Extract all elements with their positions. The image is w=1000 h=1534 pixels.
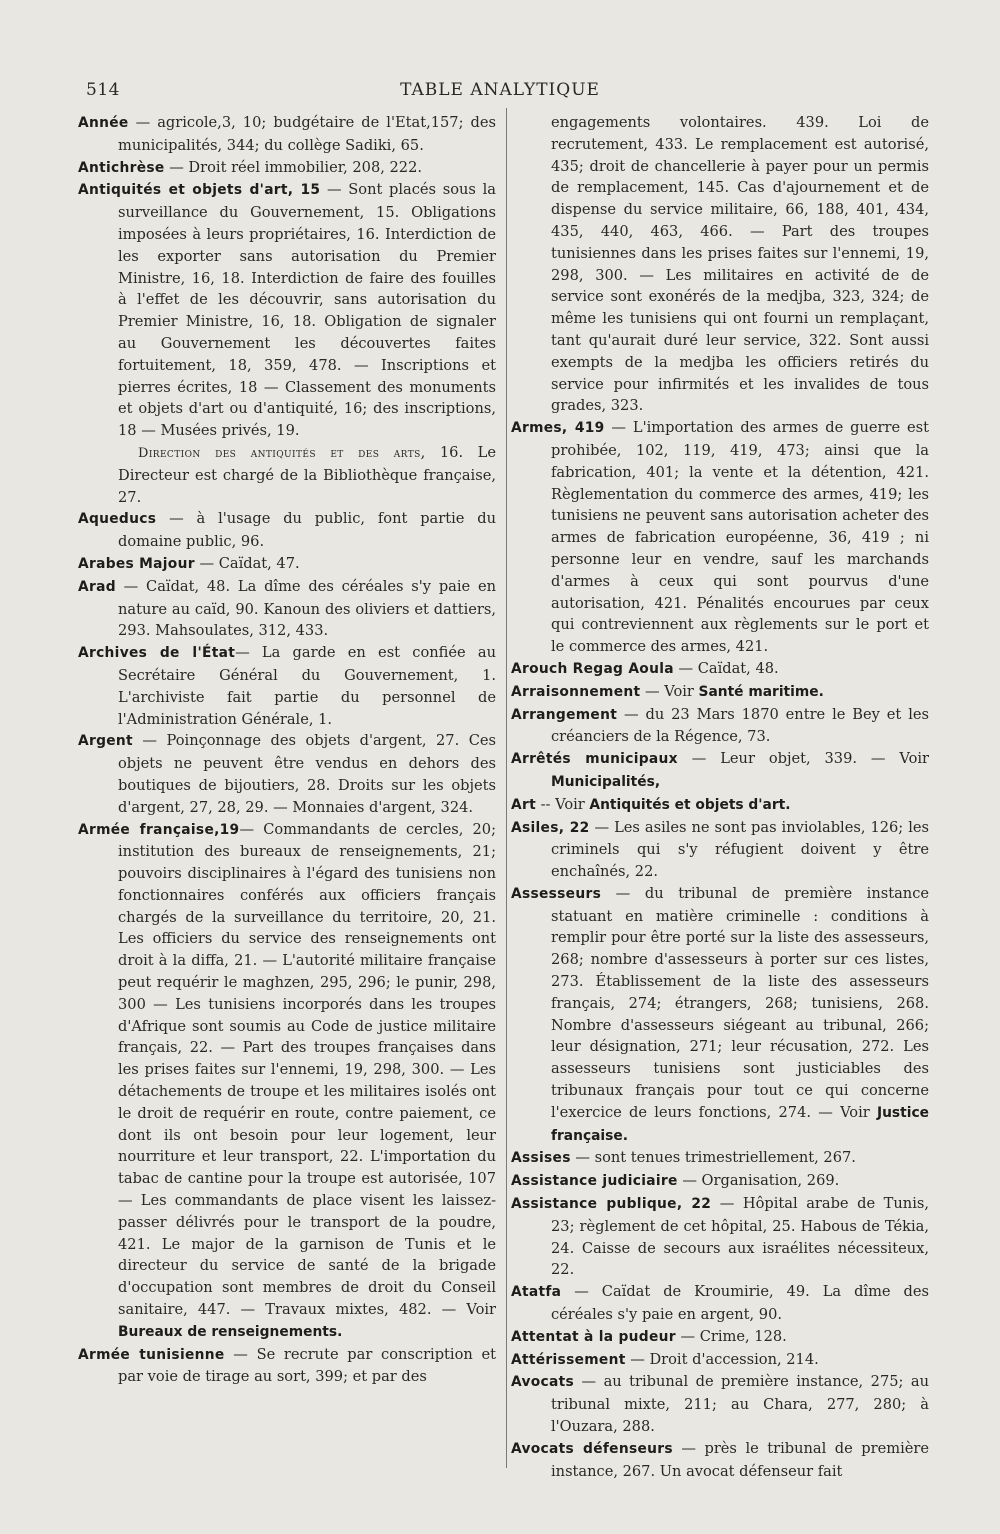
- entry-subheading: Direction des antiquités et des arts: [138, 445, 421, 461]
- entry-heading: Année: [78, 115, 129, 131]
- entry-heading: Arrangement: [511, 706, 618, 723]
- index-entry-argent: [78, 730, 496, 818]
- index-entry-assesseurs: [511, 883, 929, 1148]
- entry-heading: Arad: [78, 578, 116, 595]
- entry-text: — Leur objet, 339. — Voir: [677, 750, 930, 768]
- entry-text: — Voir: [640, 682, 699, 700]
- entry-text: — du 23 Mars 1870 entre le Bey et les créanciers de la Régence, 73.: [551, 705, 929, 746]
- entry-text: — Droit réel immobilier, 208, 222.: [164, 158, 423, 176]
- index-entry-avocats-defenseurs: [511, 1438, 929, 1483]
- index-entry-continuation: engagements volontaires. 439. Loi de recrutement, 433. Le remplacement est autorisé, 435; droit de chancellerie à payer pour un permis de remplacement, 145. Cas d'ajournement et de dispense du service militaire, 66, 188, 401, 434, 435, 440, 463, 466. — Part des troupes tunisiennes dans les prises faites sur l'ennemi, 19, 298, 300. — Les militaires en activité de de service sont exonérés de la medjba, 323, 324; de même les tunisiens qui ont fourni un remplaçant, tant qu'aurait duré leur service, 322. Sont aussi exempts de la medjba les officiers retirés du service pour infirmités et les invalides de tous grades, 323.: [551, 114, 929, 415]
- entry-heading: Antiquités et objets d'art, 15: [78, 182, 321, 199]
- entry-text: — Poinçonnage des objets d'argent, 27. Ces objets ne peuvent être vendus en dehors des boutiques de bijoutiers, 28. Droits sur les objets d'argent, 27, 28, 29. — Monnaies d'argent, 324.: [118, 732, 496, 816]
- entry-text: — agricole,3, 10; budgétaire de l'Etat,157; des municipalités, 344; du collège Sadiki, 65.: [118, 114, 496, 154]
- entry-text: — Commandants de cercles, 20; institution des bureaux de renseignements, 21; pouvoirs disciplinaires à l'égard des tunisiens non fonctionnaires conférés aux officiers français chargés de la surveillance du territoire, 20, 21. Les officiers du service des renseignements ont droit à la diffa, 21. — L'autorité militaire française peut requérir le maghzen, 295, 296; le punir, 298, 300 — Les tunisiens incorporés dans les troupes d'Afrique sont soumis au Code de justice militaire français, 22. — Part des troupes françaises dans les prises faites sur l'ennemi, 19, 298, 300. — Les détachements de troupe et les militaires isolés ont le droit de requérir en route, contre paiement, ce dont ils ont besoin pour leur logement, leur nourriture et leur transport, 22. L'importation du tabac de cantine pour la troupe est autorisée, 107 — Les commandants de place visent les laissez-passer délivrés pour le transport de la poudre, 421. Le major de la garnison de Tunis et le directeur du service de santé de la brigade d'occupation sont membres de droit du Conseil sanitaire, 447. — Travaux mixtes, 482. — Voir: [118, 820, 496, 1319]
- column-divider: [506, 108, 507, 1468]
- index-entry-antichrese: [78, 157, 496, 180]
- index-entry-asiles: [511, 817, 929, 883]
- cross-reference: Bureaux de renseignements.: [118, 1323, 343, 1340]
- index-entry-armee-francaise: [78, 819, 496, 1344]
- index-entry-assises: [511, 1147, 929, 1170]
- entry-heading: Assises: [511, 1150, 571, 1167]
- entry-heading: Arabes Majour: [78, 555, 195, 572]
- running-title: TABLE ANALYTIQUE: [400, 80, 600, 100]
- index-entry-attentat: [511, 1326, 929, 1349]
- index-entry-atterissement: [511, 1349, 929, 1372]
- entry-text: -- Voir: [535, 795, 590, 813]
- index-entry-art: [511, 794, 929, 817]
- entry-text: — du tribunal de première instance statuant en matière criminelle : conditions à remplir pour être porté sur la liste des assesseurs, 268; nombre d'assesseurs à porter sur ces listes, 273. Établissement de la liste des assesseurs français, 274; étrangers, 268; tunisiens, 268. Nombre d'assesseurs siégeant au tribunal, 266; leur désignation, 271; leur récusation, 272. Les assesseurs tunisiens sont justiciables des tribunaux français pour tout ce qui concerne l'exercice de leurs fonctions, 274. — Voir: [551, 884, 929, 1121]
- entry-heading: Argent: [78, 733, 133, 750]
- entry-text: — Se recrute par conscription et par voie de tirage au sort, 399; et par des: [118, 1345, 496, 1386]
- entry-text: — près le tribunal de première instance, 267. Un avocat défenseur fait: [551, 1439, 929, 1480]
- entry-heading: Armes, 419: [511, 420, 605, 437]
- entry-text: — Caïdat, 47.: [194, 554, 300, 572]
- index-entry-assistance-publique: [511, 1193, 929, 1281]
- right-column: [511, 112, 929, 1482]
- index-entry-armee-tunisienne: [78, 1344, 496, 1389]
- entry-heading: Assistance judiciaire: [511, 1173, 678, 1190]
- entry-heading: Attentat à la pudeur: [511, 1328, 676, 1345]
- index-entry-antiquites: [78, 179, 496, 442]
- entry-heading: Archives de l'État: [78, 645, 236, 662]
- entry-heading: Antichrèse: [78, 159, 165, 176]
- index-entry-arraisonnement: [511, 681, 929, 704]
- cross-reference: Justice française.: [551, 1104, 929, 1144]
- index-entry-arabes-majour: [78, 553, 496, 576]
- left-column: [78, 112, 496, 1388]
- entry-text: — Caïdat de Kroumirie, 49. La dîme des céréales s'y paie en argent, 90.: [551, 1283, 929, 1324]
- entry-text: — Organisation, 269.: [677, 1172, 840, 1190]
- page-number: 514: [86, 80, 120, 100]
- entry-text: — Caïdat, 48. La dîme des céréales s'y paie en nature au caïd, 90. Kanoun des oliviers et dattiers, 293. Mahsoulates, 312, 433.: [115, 577, 496, 640]
- index-subentry-direction-antiquites: [78, 442, 496, 508]
- index-entry-annee: [78, 112, 496, 157]
- entry-heading: Armée française,19: [78, 821, 240, 838]
- index-entry-arrangement: [511, 704, 929, 749]
- entry-heading: Atatfa: [511, 1284, 562, 1301]
- entry-heading: Attérissement: [511, 1351, 626, 1368]
- entry-text: — Hôpital arabe de Tunis, 23; règlement de cet hôpital, 25. Habous de Tékia, 24. Caisse de secours aux israélites nécessiteux, 22.: [551, 1195, 929, 1279]
- entry-heading: Aqueducs: [78, 511, 157, 528]
- index-entry-atatfa: [511, 1281, 929, 1326]
- entry-heading: Art: [511, 796, 536, 813]
- entry-text: , 16. Le Directeur est chargé de la Bibliothèque française, 27.: [118, 443, 496, 506]
- entry-text: — L'importation des armes de guerre est prohibée, 102, 119, 419, 473; ainsi que la fabrication, 401; la vente et la détention, 421. Règlementation du commerce des armes, 419; les tunisiens ne peuvent sans autorisation acheter des armes de fabrication européenne, 36, 419 ; ni personne leur en vendre, sauf les marchands d'armes à ceux qui sont pourvus d'une autorisation, 421. Pénalités encourues par ceux qui contreviennent aux règlements sur le port et le commerce des armes, 421.: [551, 419, 929, 656]
- entry-heading: Arraisonnement: [511, 683, 641, 700]
- entry-text: — Les asiles ne sont pas inviolables, 126; les criminels qui s'y réfugient doivent y être enchaînés, 22.: [551, 818, 929, 881]
- entry-text: — au tribunal de première instance, 275; au tribunal mixte, 211; au Chara, 277, 280; à l'Ouzara, 288.: [551, 1373, 929, 1436]
- entry-heading: Arouch Regag Aoula: [511, 660, 674, 677]
- entry-heading: Assesseurs: [511, 885, 602, 902]
- cross-reference: Santé maritime.: [698, 683, 824, 700]
- index-entry-armes: [511, 417, 929, 658]
- entry-heading: Armée tunisienne: [78, 1346, 225, 1363]
- entry-heading: Asiles, 22: [511, 819, 590, 836]
- entry-heading: Assistance publique, 22: [511, 1196, 712, 1213]
- index-entry-arretes: [511, 748, 929, 794]
- entry-text: — Droit d'accession, 214.: [625, 1350, 819, 1368]
- entry-heading: Avocats: [511, 1374, 575, 1391]
- index-entry-aqueducs: [78, 508, 496, 553]
- entry-text: — Crime, 128.: [675, 1327, 787, 1345]
- cross-reference: Antiquités et objets d'art.: [589, 796, 791, 813]
- index-entry-arouch: [511, 658, 929, 681]
- index-entry-avocats: [511, 1371, 929, 1437]
- index-entry-archives: [78, 642, 496, 730]
- index-entry-arad: [78, 576, 496, 642]
- entry-text: — à l'usage du public, font partie du domaine public, 96.: [118, 510, 496, 551]
- entry-heading: Avocats défenseurs: [511, 1440, 673, 1457]
- index-entry-assistance-judiciaire: [511, 1170, 929, 1193]
- cross-reference: Municipalités,: [551, 773, 661, 790]
- entry-heading: Arrêtés municipaux: [511, 751, 678, 768]
- entry-text: — Caïdat, 48.: [673, 659, 779, 677]
- entry-text: — La garde en est confiée au Secrétaire Général du Gouvernement, 1. L'archiviste fait partie du personnel de l'Administration Générale, 1.: [118, 644, 496, 728]
- entry-text: — sont tenues trimestriellement, 267.: [570, 1149, 856, 1167]
- entry-text: — Sont placés sous la surveillance du Gouvernement, 15. Obligations imposées à leurs propriétaires, 16. Interdiction de les exporter sans autorisation du Premier Ministre, 16, 18. Interdiction de faire des fouilles à l'effet de les découvrir, sans autorisation du Premier Ministre, 16, 18. Obligation de signaler au Gouvernement les découvertes faites fortuitement, 18, 359, 478. — Inscriptions et pierres écrites, 18 — Classement des monuments et objets d'art ou d'antiquité, 16; des inscriptions, 18 — Musées privés, 19.: [118, 181, 496, 440]
